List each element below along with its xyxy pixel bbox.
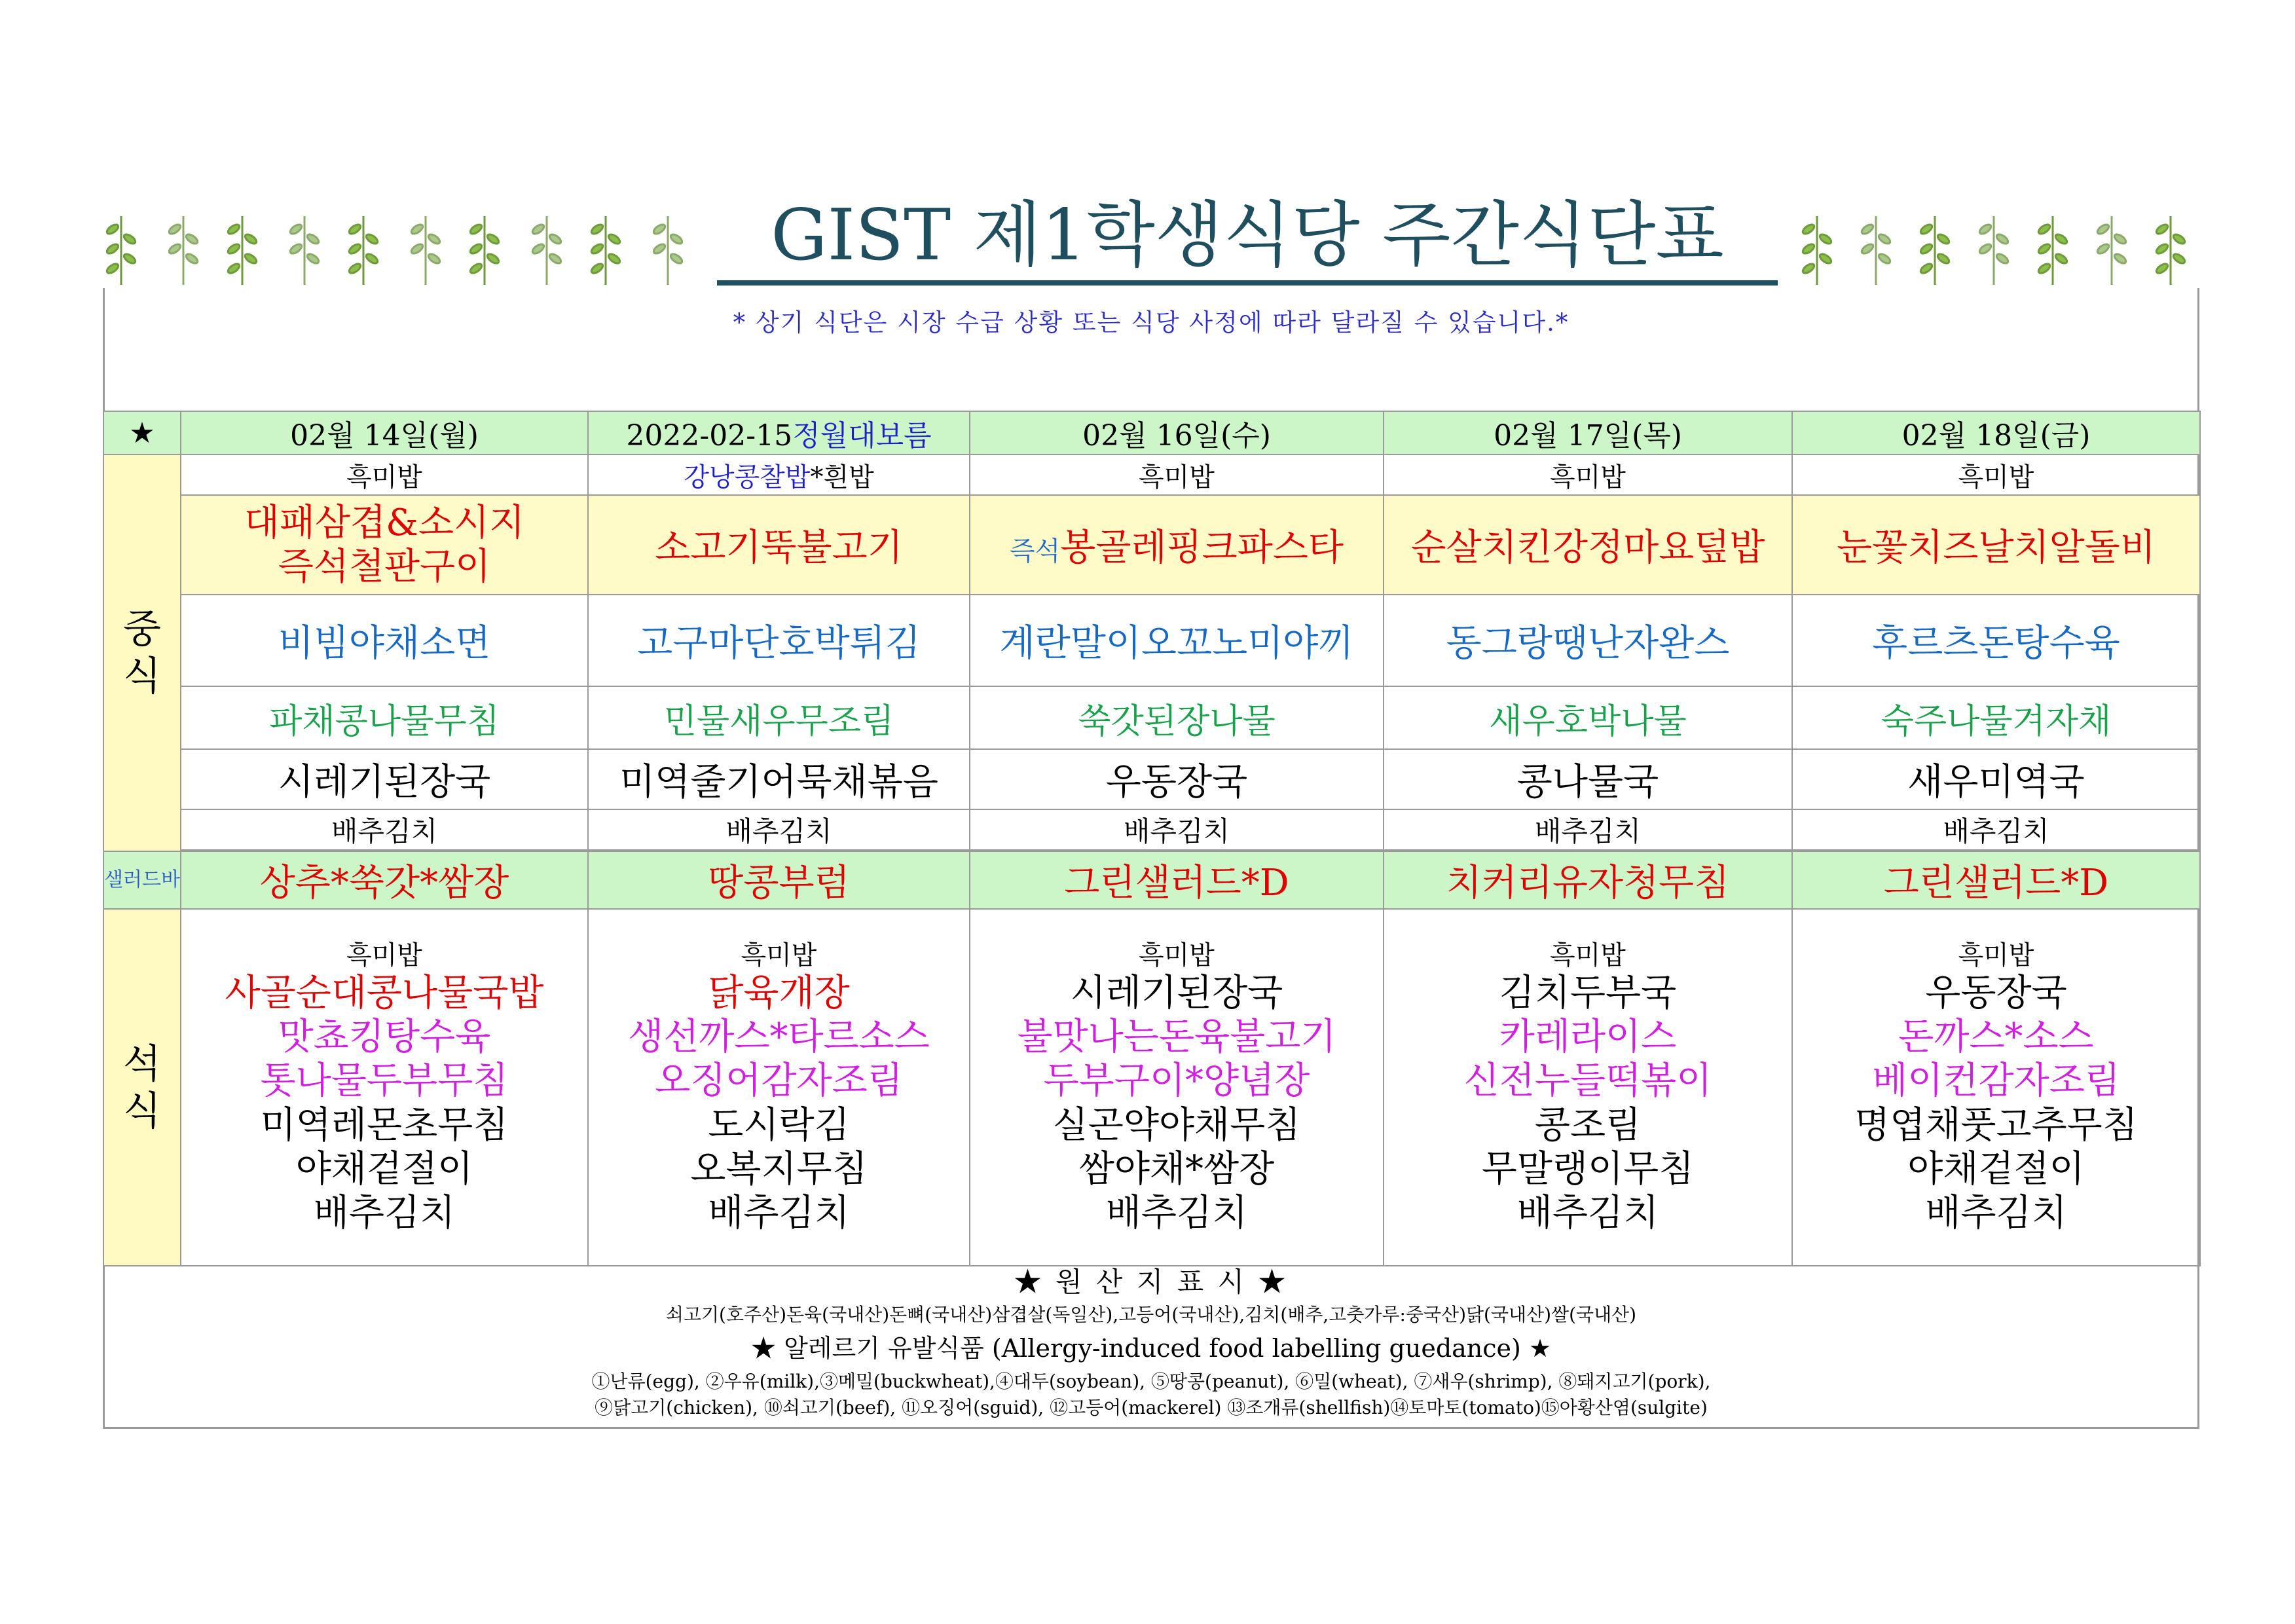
- dinner-row: [103, 909, 2200, 1266]
- lunch-soup: 콩나물국: [1384, 749, 1792, 809]
- leaf-icon: [524, 210, 570, 288]
- leaf-icon: [1853, 210, 1899, 288]
- allergy-title: ★ 알레르기 유발식품 (Allergy-induced food labelling guedance) ★: [750, 1334, 1552, 1363]
- lunch-vegetable: 파채콩나물무침: [181, 686, 588, 749]
- allergy-line-1: ①난류(egg), ②우유(milk),③메밀(buckwheat),④대두(soybean), ⑤땅콩(peanut), ⑥밀(wheat), ⑦새우(shrimp), ⑧돼지고기(pork),: [591, 1371, 1711, 1392]
- lunch-soup: 시레기된장국: [181, 749, 588, 809]
- leaf-icon: [583, 210, 629, 288]
- date-mon: 02월 14일(월): [181, 411, 588, 454]
- footer: [103, 1263, 2199, 1421]
- title-underline: [717, 280, 1778, 286]
- lunch-vegetable: 새우호박나물: [1384, 686, 1792, 749]
- allergy-line-2: ⑨닭고기(chicken), ⑩쇠고기(beef), ⑪오징어(sguid), ⑫고등어(mackerel) ⑬조개류(shellfish)⑭토마토(tomato)⑮아황산염(sulgite): [595, 1397, 1708, 1418]
- leaf-icon: [340, 210, 386, 288]
- leaf-icon: [1794, 210, 1840, 288]
- leaf-icon: [645, 210, 691, 288]
- lunch-rice: 흑미밥: [181, 454, 588, 495]
- lunch-main-dish: 순살치킨강정마요덮밥: [1384, 495, 1792, 595]
- lunch-side-dish: 비빔야채소면: [181, 595, 588, 686]
- holiday-label: 정월대보름: [792, 419, 932, 452]
- lunch-main-dish: 소고기뚝불고기: [588, 495, 970, 595]
- lunch-vegetable: 숙주나물겨자채: [1792, 686, 2200, 749]
- lunch-kimchi: 배추김치: [588, 809, 970, 850]
- salad-item: 상추*쑥갓*쌈장: [181, 851, 588, 909]
- origin-title: ★ 원 산 지 표 시 ★: [1014, 1266, 1289, 1298]
- salad-item: 그린샐러드*D: [970, 851, 1384, 909]
- lunch-side-dish: 계란말이오꼬노미야끼: [970, 595, 1384, 686]
- lunch-rice-row: [103, 454, 2200, 495]
- leaf-icon: [2148, 210, 2194, 288]
- lunch-soup: 미역줄기어묵채볶음: [588, 749, 970, 809]
- lunch-side-dish: 후르츠돈탕수육: [1792, 595, 2200, 686]
- date-thu: 02월 17일(목): [1384, 411, 1792, 454]
- lunch-side1-row: [103, 595, 2200, 686]
- lunch-rice: 흑미밥: [970, 454, 1384, 495]
- lunch-label: 중 식: [103, 454, 181, 851]
- leaf-icon: [219, 210, 265, 288]
- menu-table: [103, 411, 2201, 1266]
- lunch-main-row: [103, 495, 2200, 595]
- date-header-row: [103, 411, 2200, 454]
- notice-text: * 상기 식단은 시장 수급 상황 또는 식당 사정에 따라 달라질 수 있습니다.*: [733, 308, 1570, 337]
- origin-text: 쇠고기(호주산)돈육(국내산)돈뼈(국내산)삼겹살(독일산),고등어(국내산),김치(배추,고춧가루:중국산)닭(국내산)쌀(국내산): [665, 1304, 1637, 1325]
- salad-item: 그린샐러드*D: [1792, 851, 2200, 909]
- title-row: [98, 196, 2207, 288]
- lunch-kimchi: 배추김치: [181, 809, 588, 850]
- date-tue: 2022-02-15정월대보름: [588, 411, 970, 454]
- dinner-cell: 흑미밥 시레기된장국 불맛나는돈육불고기 두부구이*양념장 실곤약야채무침 쌈야채*쌈장 배추김치: [970, 909, 1384, 1266]
- lunch-side-dish: 고구마단호박튀김: [588, 595, 970, 686]
- dinner-label: 석 식: [103, 909, 181, 1266]
- lunch-main-dish: 눈꽃치즈날치알돌비: [1792, 495, 2200, 595]
- date-fri: 02월 18일(금): [1792, 411, 2200, 454]
- lunch-soup-row: [103, 749, 2200, 809]
- date-wed: 02월 16일(수): [970, 411, 1384, 454]
- dinner-cell: 흑미밥 우동장국 돈까스*소스 베이컨감자조림 명엽채풋고추무침 야채겉절이 배추김치: [1792, 909, 2200, 1266]
- salad-item: 땅콩부럼: [588, 851, 970, 909]
- lunch-side-dish: 동그랑땡난자완스: [1384, 595, 1792, 686]
- lunch-soup: 우동장국: [970, 749, 1384, 809]
- corner-star-icon: ★: [103, 411, 181, 454]
- leaf-icon: [98, 210, 144, 288]
- salad-bar-label: 샐러드바: [103, 851, 181, 909]
- leaf-icon: [1971, 210, 2017, 288]
- lunch-side2-row: [103, 686, 2200, 749]
- dinner-cell: 흑미밥 김치두부국 카레라이스 신전누들떡볶이 콩조림 무말랭이무침 배추김치: [1384, 909, 1792, 1266]
- leaf-icon: [282, 210, 327, 288]
- lunch-kimchi: 배추김치: [970, 809, 1384, 850]
- lunch-rice: 흑미밥: [1792, 454, 2200, 495]
- salad-bar-row: [103, 851, 2200, 909]
- lunch-kimchi: 배추김치: [1384, 809, 1792, 850]
- leaf-icon: [2089, 210, 2135, 288]
- salad-item: 치커리유자청무침: [1384, 851, 1792, 909]
- lunch-main-dish: 대패삼겹&소시지 즉석철판구이: [181, 495, 588, 595]
- dinner-cell: 흑미밥 사골순대콩나물국밥 맛쵸킹탕수육 톳나물두부무침 미역레몬초무침 야채겉절이 배추김치: [181, 909, 588, 1266]
- lunch-kimchi-row: [103, 809, 2200, 850]
- lunch-kimchi: 배추김치: [1792, 809, 2200, 850]
- leaf-icon: [1912, 210, 1958, 288]
- leaf-icon: [160, 210, 206, 288]
- leaf-icon: [2030, 210, 2076, 288]
- lunch-main-dish: 즉석봉골레핑크파스타: [970, 495, 1384, 595]
- lunch-vegetable: 민물새우무조림: [588, 686, 970, 749]
- lunch-vegetable: 쑥갓된장나물: [970, 686, 1384, 749]
- leaf-icon: [403, 210, 449, 288]
- lunch-rice: 흑미밥: [1384, 454, 1792, 495]
- leaf-icon: [462, 210, 507, 288]
- lunch-rice: 강낭콩찰밥*흰밥: [588, 454, 970, 495]
- lunch-soup: 새우미역국: [1792, 749, 2200, 809]
- page-title: GIST 제1학생식당 주간식단표: [771, 194, 1724, 276]
- dinner-cell: 흑미밥 닭육개장 생선까스*타르소스 오징어감자조림 도시락김 오복지무침 배추김치: [588, 909, 970, 1266]
